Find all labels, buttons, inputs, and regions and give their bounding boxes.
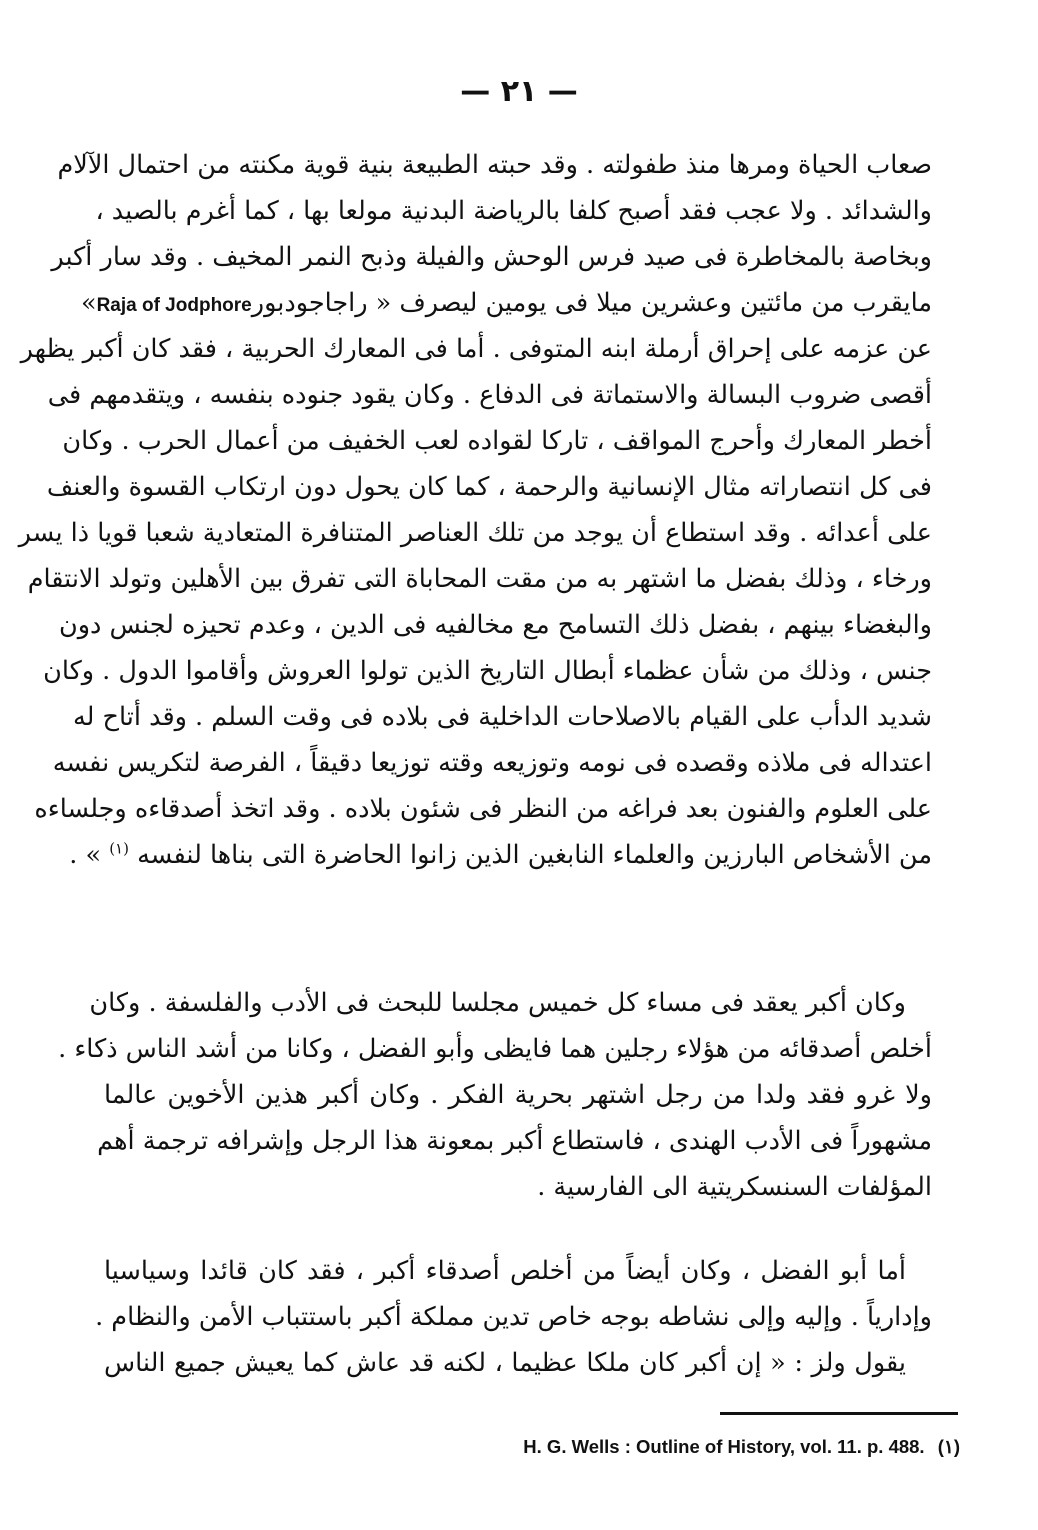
footnote-text: H. G. Wells : Outline of History, vol. 11. p. 488. xyxy=(523,1436,925,1457)
text-line: والبغضاء بينهم ، بفضل ذلك التسامح مع مخالفيه فى الدين ، وعدم تحيزه لجنس دون xyxy=(59,610,932,640)
text-line: عن عزمه على إحراق أرملة ابنه المتوفى . أما فى المعارك الحربية ، فقد كان أكبر يظهر xyxy=(20,334,932,364)
text-line-part: من الأشخاص البارزين والعلماء النابغين الذين زانوا الحاضرة التى بناها لنفسه xyxy=(137,840,932,870)
footnote-marker: (١) xyxy=(937,1436,960,1457)
text-line: يقول ولز : « إن أكبر كان ملكا عظيما ، لكنه قد عاش كما يعيش جميع الناس xyxy=(104,1348,906,1378)
paragraph-2 xyxy=(58,980,932,1210)
text-line: أخطر المعارك وأحرج المواقف ، تاركا لقواده لعب الخفيف من أعمال الحرب . وكان xyxy=(62,426,932,456)
text-line: ورخاء ، وذلك بفضل ما اشتهر به من مقت المحاباة التى تفرق بين الأهلين وتولد الانتقام xyxy=(27,564,932,594)
footnote xyxy=(380,1436,960,1458)
text-line: فى كل انتصاراته مثال الإنسانية والرحمة ، كما كان يحول دون ارتكاب القسوة والعنف xyxy=(46,472,932,502)
text-line: أخلص أصدقائه من هؤلاء رجلين هما فايظى وأبو الفضل ، وكانا من أشد الناس ذكاء . xyxy=(58,1034,932,1064)
text-line: جنس ، وذلك من شأن عظماء أبطال التاريخ الذين تولوا العروش وأقاموا الدول . وكان xyxy=(43,656,932,686)
paragraph-3 xyxy=(95,1248,932,1386)
paragraph-1 xyxy=(18,142,932,878)
text-line: وإدارياً . وإليه وإلى نشاطه بوجه خاص تدين مملكة أكبر باستتباب الأمن والنظام . xyxy=(95,1302,932,1332)
quote-close: » xyxy=(80,288,97,318)
quote-end: » . xyxy=(69,840,110,870)
text-line: صعاب الحياة ومرها منذ طفولته . وقد حبته الطبيعة بنية قوية مكنته من احتمال الآلام xyxy=(57,150,932,180)
text-line-with-latin xyxy=(80,280,932,326)
text-line: مشهوراً فى الأدب الهندى ، فاستطاع أكبر بمعونة هذا الرجل وإشرافه ترجمة أهم xyxy=(97,1126,932,1156)
text-line: على أعدائه . وقد استطاع أن يوجد من تلك العناصر المتنافرة المتعادية شعبا قويا ذا يسر xyxy=(18,518,932,548)
text-line: المؤلفات السنسكريتية الى الفارسية . xyxy=(537,1172,932,1202)
text-line: وبخاصة بالمخاطرة فى صيد فرس الوحش والفيلة وذبح النمر المخيف . وقد سار أكبر xyxy=(51,242,932,272)
text-line: أما أبو الفضل ، وكان أيضاً من أخلص أصدقاء أكبر ، فقد كان قائدا وسياسيا xyxy=(104,1256,906,1286)
page-number: — ٢١ — xyxy=(460,74,578,109)
footnote-divider xyxy=(720,1412,958,1415)
text-line-part: مايقرب من مائتين وعشرين ميلا فى يومين ليصرف « راجاجودبور xyxy=(251,288,932,318)
text-line: أقصى ضروب البسالة والاستماتة فى الدفاع . وكان يقود جنوده بنفسه ، ويتقدمهم فى xyxy=(47,380,932,410)
latin-insert: Raja of Jodphore xyxy=(96,295,252,316)
text-line: اعتداله فى ملاذه وقصده فى نومه وتوزيعه وقته توزيعا دقيقاً ، الفرصة لتكريس نفسه xyxy=(52,748,932,778)
text-line: وكان أكبر يعقد فى مساء كل خميس مجلسا للبحث فى الأدب والفلسفة . وكان xyxy=(89,988,906,1018)
footnote-ref: (١) xyxy=(109,839,129,858)
text-line: ولا غرو فقد ولدا من رجل اشتهر بحرية الفكر . وكان أكبر هذين الأخوين عالما xyxy=(104,1080,932,1110)
text-line: شديد الدأب على القيام بالاصلاحات الداخلية فى بلاده فى وقت السلم . وقد أتاح له xyxy=(73,702,932,732)
text-line: على العلوم والفنون بعد فراغه من النظر فى شئون بلاده . وقد اتخذ أصدقاءه وجلساءه xyxy=(34,794,932,824)
text-line: والشدائد . ولا عجب فقد أصبح كلفا بالرياضة البدنية مولعا بها ، كما أغرم بالصيد ، xyxy=(95,196,932,226)
text-line-with-footnote-ref xyxy=(69,832,932,878)
